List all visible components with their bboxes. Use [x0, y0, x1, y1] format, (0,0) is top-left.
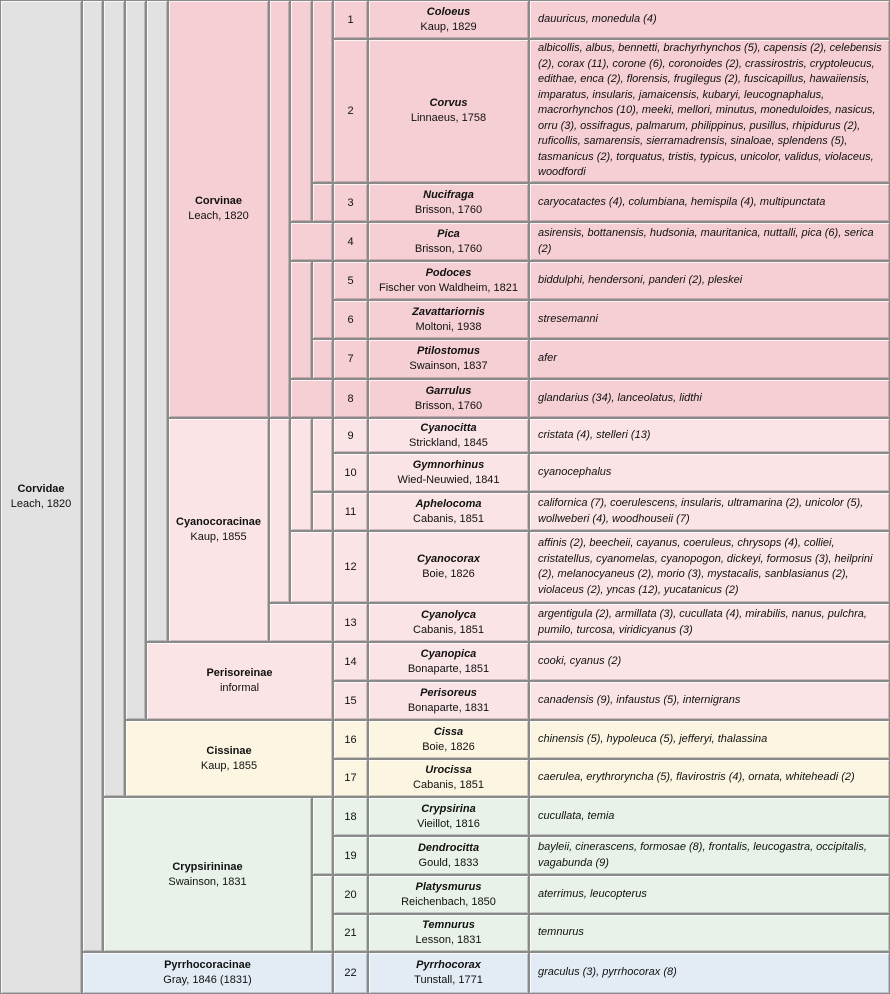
- family-name: Corvidae: [17, 483, 65, 495]
- genus-number: 4: [333, 222, 368, 261]
- clade-bar: [103, 0, 125, 797]
- genus-cell: [368, 531, 529, 603]
- subfamily-name: Cissinae: [206, 744, 252, 757]
- genus-cell: [368, 261, 529, 300]
- species-list: argentigula (2), armillata (3), cucullata (4), mirabilis, nanus, pulchra, pumilo, turcosa, viridicyanus (3): [529, 603, 890, 642]
- genus-number: 3: [333, 183, 368, 222]
- genus-name: Garrulus: [425, 384, 472, 397]
- genus-authority: Reichenbach, 1850: [401, 895, 496, 908]
- species-list: cristata (4), stelleri (13): [529, 418, 890, 453]
- clade-bar: [146, 0, 168, 642]
- species-list: caerulea, erythroryncha (5), flavirostris (4), ornata, whiteheadi (2): [529, 759, 890, 797]
- genus-number: 14: [333, 642, 368, 681]
- subfamily-name: Crypsirininae: [172, 860, 243, 873]
- genus-cell: [368, 379, 529, 418]
- tree-bar: [290, 261, 312, 379]
- genus-name: Urocissa: [425, 764, 472, 776]
- species-list: stresemanni: [529, 300, 890, 339]
- species-list: aterrimus, leucopterus: [529, 875, 890, 914]
- genus-name: Crypsirina: [421, 802, 476, 815]
- genus-cell: [368, 952, 529, 994]
- species-list: californica (7), coerulescens, insularis, ultramarina (2), unicolor (5), wollweberi (4), woodhouseii (7): [529, 492, 890, 531]
- genus-authority: Swainson, 1837: [409, 360, 488, 372]
- genus-number: 12: [333, 531, 368, 603]
- genus-name: Cyanocorax: [417, 553, 480, 565]
- genus-name: Perisoreus: [420, 686, 477, 699]
- subfamily-name: Pyrrhocoracinae: [164, 959, 251, 971]
- species-list: canadensis (9), infaustus (5), internigrans: [529, 681, 890, 720]
- genus-number: 2: [333, 39, 368, 183]
- genus-cell: [368, 759, 529, 797]
- genus-number: 13: [333, 603, 368, 642]
- genus-name: Coloeus: [426, 5, 471, 18]
- genus-authority: Boie, 1826: [422, 740, 475, 753]
- genus-name: Aphelocoma: [415, 497, 482, 510]
- genus-name: Nucifraga: [423, 188, 474, 201]
- tree-bar: [269, 418, 290, 603]
- subfamily-authority: informal: [219, 682, 260, 694]
- subfamily-name: Cyanocoracinae: [176, 516, 261, 528]
- family-cell: [0, 0, 82, 994]
- subfamily-cissinae: [125, 720, 333, 797]
- genus-name: Temnurus: [422, 919, 475, 931]
- genus-authority: Cabanis, 1851: [413, 512, 484, 525]
- genus-authority: Cabanis, 1851: [413, 779, 484, 791]
- genus-number: 15: [333, 681, 368, 720]
- tree-bar: [312, 492, 333, 531]
- subfamily-cyanocoracinae: [168, 418, 269, 642]
- subfamily-authority: Swainson, 1831: [168, 875, 247, 888]
- genus-cell: [368, 222, 529, 261]
- genus-number: 5: [333, 261, 368, 300]
- genus-authority: Bonaparte, 1851: [407, 662, 490, 675]
- genus-cell: [368, 875, 529, 914]
- genus-number: 18: [333, 797, 368, 836]
- genus-authority: Linnaeus, 1758: [410, 112, 487, 124]
- subfamily-authority: Gray, 1846 (1831): [163, 974, 252, 986]
- genus-authority: Lesson, 1831: [415, 934, 482, 946]
- species-list: chinensis (5), hypoleuca (5), jefferyi, thalassina: [529, 720, 890, 759]
- genus-authority: Gould, 1833: [418, 856, 479, 869]
- species-list: affinis (2), beecheii, cayanus, coeruleus, chrysops (4), colliei, cristatellus, cyanomelas, cyanopogon, dickeyi, formosus (3), heilprini (2), melanocyaneus (2), morio (3), mystacalis, sanblasianus (2), violaceus (2), yncas (12), yucatanicus (2): [529, 531, 890, 603]
- species-list: dauuricus, monedula (4): [529, 0, 890, 39]
- genus-number: 21: [333, 914, 368, 952]
- genus-number: 20: [333, 875, 368, 914]
- species-list: graculus (3), pyrrhocorax (8): [529, 952, 890, 994]
- tree-bar: [312, 261, 333, 339]
- clade-bar: [82, 0, 103, 952]
- genus-authority: Kaup, 1829: [420, 20, 477, 33]
- species-list: bayleii, cinerascens, formosae (8), frontalis, leucogastra, occipitalis, vagabunda (9): [529, 836, 890, 875]
- genus-cell: [368, 183, 529, 222]
- subfamily-corvinae: [168, 0, 269, 418]
- species-list: glandarius (34), lanceolatus, lidthi: [529, 379, 890, 418]
- tree-bar: [312, 339, 333, 379]
- genus-name: Podoces: [425, 266, 472, 279]
- genus-number: 19: [333, 836, 368, 875]
- tree-bar: [269, 0, 290, 418]
- genus-number: 7: [333, 339, 368, 379]
- tree-bar: [290, 0, 312, 222]
- tree-bar: [312, 183, 333, 222]
- subfamily-authority: Kaup, 1855: [200, 759, 258, 772]
- tree-bar: [312, 418, 333, 492]
- species-list: temnurus: [529, 914, 890, 952]
- genus-cell: [368, 0, 529, 39]
- species-list: biddulphi, hendersoni, panderi (2), pleskei: [529, 261, 890, 300]
- subfamily-name: Perisoreinae: [206, 667, 273, 679]
- species-list: afer: [529, 339, 890, 379]
- tree-bar: [290, 531, 333, 603]
- tree-bar: [290, 222, 333, 261]
- subfamily-authority: Leach, 1820: [188, 210, 249, 222]
- genus-name: Cyanocitta: [420, 421, 477, 434]
- subfamily-perisoreinae: [146, 642, 333, 720]
- genus-cell: [368, 914, 529, 952]
- species-list: cyanocephalus: [529, 453, 890, 492]
- genus-number: 9: [333, 418, 368, 453]
- genus-name: Platysmurus: [415, 880, 482, 893]
- tree-bar: [290, 379, 333, 418]
- genus-name: Gymnorhinus: [412, 458, 485, 471]
- tree-bar: [312, 875, 333, 952]
- genus-cell: [368, 39, 529, 183]
- genus-cell: [368, 836, 529, 875]
- genus-cell: [368, 492, 529, 531]
- genus-cell: [368, 603, 529, 642]
- genus-authority: Brisson, 1760: [414, 242, 483, 255]
- genus-cell: [368, 300, 529, 339]
- genus-name: Corvus: [429, 97, 468, 109]
- genus-name: Pica: [437, 227, 460, 240]
- genus-authority: Cabanis, 1851: [413, 623, 484, 636]
- species-list: albicollis, albus, bennetti, brachyrhynchos (5), capensis (2), celebensis (2), corax (11), corone (6), coronoides (2), crassirostris, cryptoleucus, edithae, enca (2), florensis, frugilegus (2), fuscicapillus, hawaiiensis, imparatus, insularis, jamaicensis, kubaryi, leucognaphalus, macrorhynchos (10), meeki, mellori, minutus, moneduloides, nasicus, orru (3), ossifragus, palmarum, philippinus, pusillus, rhipidurus (2), ruficollis, samarensis, sierramadrensis, sinaloae, splendens (5), tasmanicus (2), torquatus, tristis, typicus, unicolor, validus, violaceus, woodfordi: [529, 39, 890, 183]
- species-list: cooki, cyanus (2): [529, 642, 890, 681]
- subfamily-name: Corvinae: [194, 195, 243, 207]
- genus-cell: [368, 720, 529, 759]
- genus-name: Zavattariornis: [412, 305, 485, 318]
- genus-authority: Brisson, 1760: [414, 203, 483, 216]
- genus-authority: Moltoni, 1938: [415, 320, 482, 333]
- genus-name: Ptilostomus: [417, 345, 480, 357]
- genus-number: 6: [333, 300, 368, 339]
- genus-authority: Strickland, 1845: [409, 436, 488, 449]
- subfamily-crypsirininae: [103, 797, 312, 952]
- genus-cell: [368, 681, 529, 720]
- genus-number: 10: [333, 453, 368, 492]
- genus-name: Cyanopica: [420, 647, 477, 660]
- genus-cell: [368, 642, 529, 681]
- genus-authority: Tunstall, 1771: [414, 974, 483, 986]
- genus-number: 1: [333, 0, 368, 39]
- clade-bar: [125, 0, 146, 720]
- genus-cell: [368, 418, 529, 453]
- genus-authority: Bonaparte, 1831: [407, 701, 490, 714]
- subfamily-authority: Kaup, 1855: [190, 531, 247, 543]
- tree-bar: [312, 797, 333, 875]
- tree-bar: [269, 603, 333, 642]
- genus-authority: Wied-Neuwied, 1841: [397, 473, 500, 486]
- genus-authority: Fischer von Waldheim, 1821: [379, 281, 518, 294]
- genus-number: 16: [333, 720, 368, 759]
- species-list: caryocatactes (4), columbiana, hemispila (4), multipunctata: [529, 183, 890, 222]
- subfamily-pyrrhocoracinae: [82, 952, 333, 994]
- genus-authority: Boie, 1826: [422, 568, 475, 580]
- genus-cell: [368, 797, 529, 836]
- genus-number: 11: [333, 492, 368, 531]
- genus-authority: Brisson, 1760: [414, 399, 483, 412]
- genus-name: Cissa: [433, 725, 464, 738]
- family-authority: Leach, 1820: [10, 498, 72, 510]
- genus-cell: [368, 339, 529, 379]
- species-list: cucullata, temia: [529, 797, 890, 836]
- genus-number: 8: [333, 379, 368, 418]
- genus-number: 22: [333, 952, 368, 994]
- species-list: asirensis, bottanensis, hudsonia, mauritanica, nuttalli, pica (6), serica (2): [529, 222, 890, 261]
- genus-number: 17: [333, 759, 368, 797]
- genus-authority: Vieillot, 1816: [417, 817, 480, 830]
- genus-name: Dendrocitta: [417, 841, 480, 854]
- genus-name: Cyanolyca: [420, 608, 477, 621]
- genus-name: Pyrrhocorax: [416, 959, 481, 971]
- tree-bar: [312, 0, 333, 183]
- tree-bar: [290, 418, 312, 531]
- genus-cell: [368, 453, 529, 492]
